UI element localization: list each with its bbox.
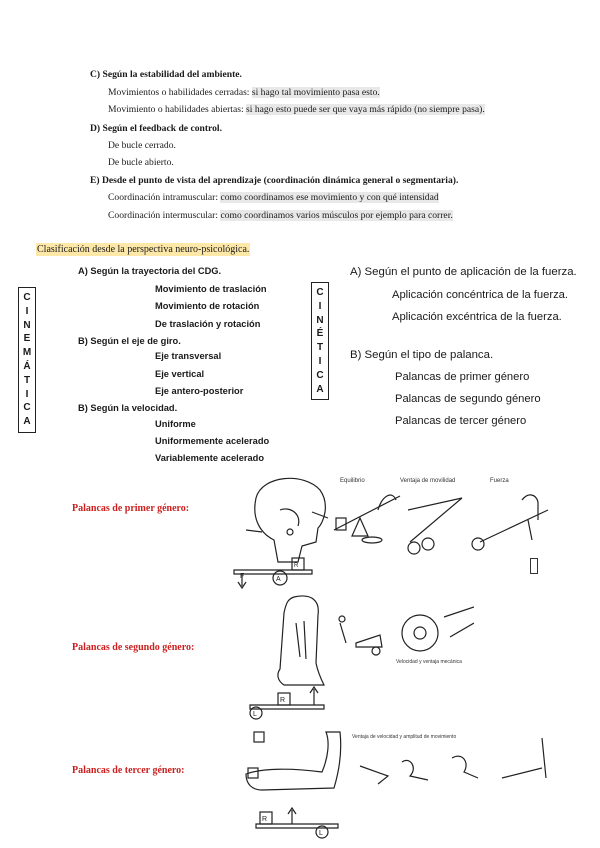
cinematica-b-heading: B) Según el eje de giro. (78, 336, 181, 346)
rowing-figure (360, 766, 388, 784)
cinetica-letter: T (316, 342, 324, 354)
force-arrow (246, 530, 262, 532)
third-class-lever-label: Palancas de tercer género: (72, 765, 185, 776)
scissors-blades (408, 498, 462, 542)
person-head (339, 616, 345, 622)
cinematica-letter: I (25, 388, 29, 400)
seesaw-beam (334, 496, 400, 530)
svg-text:R: R (262, 816, 268, 823)
label-velocidad: Velocidad y ventaja mecánica (396, 659, 462, 665)
lever-arm-line (312, 512, 328, 518)
neuro-heading: Clasificación desde la perspectiva neuro-psicológica. (37, 244, 250, 255)
section-c-line1-label: Movimientos o habilidades cerradas: (108, 87, 252, 98)
section-c-line2-label: Movimiento o habilidades abiertas: (108, 104, 247, 115)
third-class-lever-figure (242, 728, 562, 840)
cinematica-letter: M (22, 347, 32, 359)
svg-text:L: L (253, 711, 257, 718)
cinematica-c-item: Uniforme (155, 419, 196, 429)
wheel-hub (414, 627, 426, 639)
cinematica-c-item: Variablemente acelerado (155, 453, 265, 463)
cinematica-b-item: Eje vertical (155, 369, 205, 379)
svg-text:L: L (319, 830, 323, 837)
person-figure (340, 623, 346, 643)
cinetica-b-heading: B) Según el tipo de palanca. (350, 349, 494, 361)
label-ventaja-velocidad: Ventaja de velocidad y amplitud de movimiento (352, 734, 457, 740)
seesaw-fulcrum (352, 518, 368, 536)
scissors-handle (422, 538, 434, 550)
cinematica-b-item: Eje transversal (155, 351, 222, 361)
cinetica-b-item: Palancas de tercer género (395, 415, 527, 427)
section-c-heading: C) Según la estabilidad del ambiente. (90, 69, 242, 80)
svg-text:R: R (294, 563, 299, 569)
cinetica-letter: I (318, 355, 322, 367)
tool-wheel (472, 538, 484, 550)
cinematica-letter: I (25, 305, 29, 317)
page-marker (530, 558, 538, 574)
leg-outline (278, 596, 324, 685)
svg-text:R: R (280, 697, 286, 704)
section-c-line2 (108, 104, 485, 115)
arm-lever-figure (502, 738, 546, 778)
cinetica-letter: N (316, 314, 324, 326)
first-class-lever-figure (232, 470, 562, 596)
section-c-line1-highlight: si hago tal movimiento pasa esto. (251, 87, 380, 98)
first-class-lever-label: Palancas de primer género: (72, 503, 190, 514)
label-ventaja-movilidad: Ventaja de movilidad (400, 478, 456, 484)
small-box (254, 732, 264, 742)
cinematica-a-item: Movimiento de traslación (155, 284, 267, 294)
label-fuerza: Fuerza (490, 478, 509, 484)
second-class-lever-figure (244, 593, 474, 721)
cinematica-vertical-label (18, 287, 36, 433)
section-d-heading: D) Según el feedback de control. (90, 123, 222, 134)
scissors-handle (408, 542, 420, 554)
section-e-line1-label: Coordinación intramuscular: (108, 192, 221, 203)
wheelbarrow-body (356, 635, 382, 647)
section-e-line2-label: Coordinación intermuscular: (108, 210, 221, 221)
section-e-line2-highlight: como coordinamos varios músculos por ejemplo para correr. (220, 210, 453, 221)
cinematica-letter: C (23, 292, 31, 303)
force-arrow-up (310, 687, 318, 705)
cinematica-b-item: Eje antero-posterior (155, 386, 244, 396)
kneeling-figure (402, 760, 428, 780)
wheelbarrow-wheel (372, 647, 380, 655)
second-class-lever-label: Palancas de segundo género: (72, 642, 195, 653)
section-e-line2 (108, 210, 453, 221)
cinetica-letter: A (316, 383, 324, 395)
cinetica-b-item: Palancas de segundo género (395, 393, 541, 405)
pivot-point (287, 529, 293, 535)
cinematica-a-heading: A) Según la trayectoria del CDG. (78, 266, 222, 276)
large-wheel (402, 615, 438, 651)
skull-detail (280, 509, 299, 526)
cinematica-letter: A (23, 416, 31, 428)
cinematica-letter: T (23, 374, 31, 386)
arm-outline (246, 732, 341, 790)
section-e-heading: E) Desde el punto de vista del aprendizaje (coordinación dinámica general o segmentaria). (90, 175, 459, 186)
cinematica-a-item: Movimiento de rotación (155, 301, 260, 311)
cinetica-letter: É (316, 328, 324, 340)
cinematica-c-item: Uniformemente acelerado (155, 436, 270, 446)
cinematica-letter: N (23, 319, 31, 331)
cinetica-vertical-label (311, 282, 329, 400)
label-equilibrio: Equilibrio (340, 478, 365, 484)
section-d-line1: De bucle cerrado. (108, 140, 176, 151)
force-arrow-up (288, 808, 296, 824)
svg-text:A: A (276, 576, 281, 583)
cinetica-a-item: Aplicación excéntrica de la fuerza. (392, 311, 562, 323)
svg-text:F: F (240, 573, 245, 580)
cinematica-c-heading: B) Según la velocidad. (78, 403, 178, 413)
section-c-line1 (108, 87, 380, 98)
section-c-line2-highlight: si hago esto puede ser que vaya más rápido (no siempre pasa). (246, 104, 485, 115)
cinetica-letter: C (316, 287, 324, 298)
cinematica-a-item: De traslación y rotación (155, 319, 261, 329)
muscle-lines (296, 621, 306, 659)
cinetica-letter: C (316, 369, 324, 381)
cinetica-a-heading: A) Según el punto de aplicación de la fuerza. (350, 266, 577, 278)
cinetica-b-item: Palancas de primer género (395, 371, 530, 383)
cinematica-letter: C (23, 402, 31, 414)
section-d-line2: De bucle abierto. (108, 157, 174, 168)
cinetica-letter: I (318, 300, 322, 312)
sitting-figure (452, 756, 478, 778)
cinematica-letter: E (23, 333, 31, 345)
head-outline (255, 478, 326, 562)
oar-lines (444, 607, 474, 637)
cinetica-a-item: Aplicación concéntrica de la fuerza. (392, 289, 568, 301)
section-e-line1 (108, 192, 439, 203)
base-shape (362, 537, 382, 543)
cinematica-letter: Á (23, 360, 31, 372)
section-e-line1-highlight: como coordinamos ese movimiento y con qué intensidad (220, 192, 439, 203)
